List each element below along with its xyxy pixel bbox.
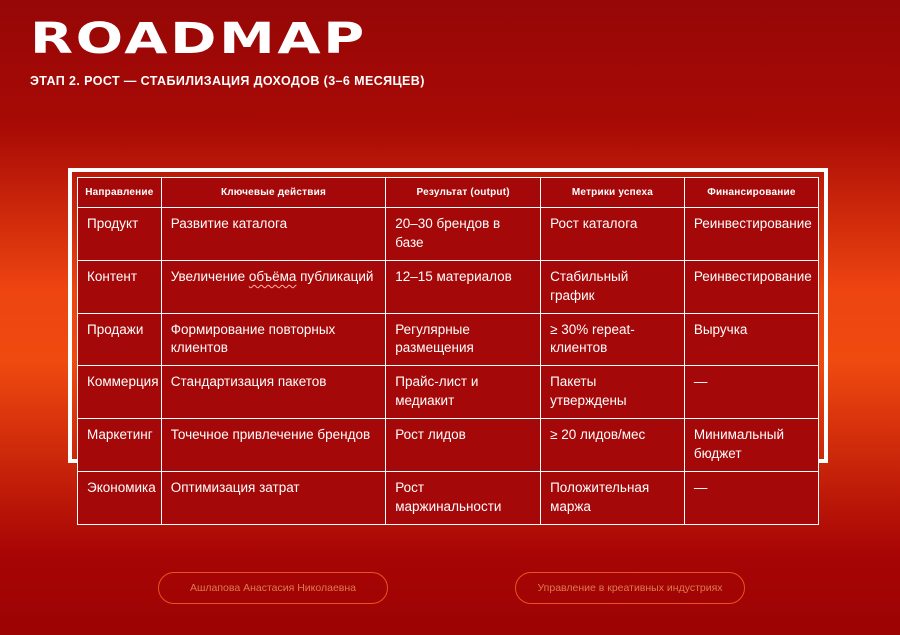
table-row: [78, 260, 819, 313]
author-pill[interactable]: Ашлапова Анастасия Николаевна: [158, 572, 388, 604]
table-header-cell: Результат (output): [386, 178, 541, 208]
table-row: [78, 471, 819, 524]
table-header-row: [78, 178, 819, 208]
table-cell: Минимальный бюджет: [684, 419, 818, 472]
table-cell: Экономика: [78, 471, 162, 524]
stage-subtitle: ЭТАП 2. РОСТ — СТАБИЛИЗАЦИЯ ДОХОДОВ (3–6 МЕСЯЦЕВ): [30, 74, 425, 88]
table-header-cell: Направление: [78, 178, 162, 208]
table-cell: Продажи: [78, 313, 162, 366]
table-cell: Точечное привлечение брендов: [161, 419, 386, 472]
table-cell: Формирование повторных клиентов: [161, 313, 386, 366]
table-cell: Рост маржинальности: [386, 471, 541, 524]
spellchecked-word: объёма: [248, 268, 297, 284]
roadmap-table: [77, 177, 819, 525]
table-cell: Пакеты утверждены: [541, 366, 685, 419]
table-header-cell: Ключевые действия: [161, 178, 386, 208]
table-cell: ≥ 30% repeat-клиентов: [541, 313, 685, 366]
table-cell: —: [684, 471, 818, 524]
program-pill[interactable]: Управление в креативных индустриях: [515, 572, 745, 604]
table-row: [78, 366, 819, 419]
table-header-cell: Финансирование: [684, 178, 818, 208]
table-body: [78, 208, 819, 525]
table-cell: Стандартизация пакетов: [161, 366, 386, 419]
table-cell: Реинвестирование: [684, 260, 818, 313]
table-cell: Стабильный график: [541, 260, 685, 313]
table-cell: Коммерция: [78, 366, 162, 419]
table-cell: Прайс-лист и медиакит: [386, 366, 541, 419]
table-cell: Увеличение объёма публикаций: [161, 260, 386, 313]
roadmap-table-frame: [68, 168, 828, 514]
table-cell: Развитие каталога: [161, 208, 386, 261]
table-cell: Положительная маржа: [541, 471, 685, 524]
table-row: [78, 313, 819, 366]
table-cell: 20–30 брендов в базе: [386, 208, 541, 261]
table-cell: Рост лидов: [386, 419, 541, 472]
table-row: [78, 208, 819, 261]
roadmap-title: ROADMAP: [30, 14, 367, 64]
table-cell: Продукт: [78, 208, 162, 261]
table-cell: Выручка: [684, 313, 818, 366]
table-cell: Маркетинг: [78, 419, 162, 472]
table-cell: 12–15 материалов: [386, 260, 541, 313]
table-cell: Оптимизация затрат: [161, 471, 386, 524]
table-row: [78, 419, 819, 472]
table-cell: —: [684, 366, 818, 419]
table-header-cell: Метрики успеха: [541, 178, 685, 208]
table-cell: Контент: [78, 260, 162, 313]
table-cell: Рост каталога: [541, 208, 685, 261]
table-cell: ≥ 20 лидов/мес: [541, 419, 685, 472]
table-cell: Регулярные размещения: [386, 313, 541, 366]
table-cell: Реинвестирование: [684, 208, 818, 261]
